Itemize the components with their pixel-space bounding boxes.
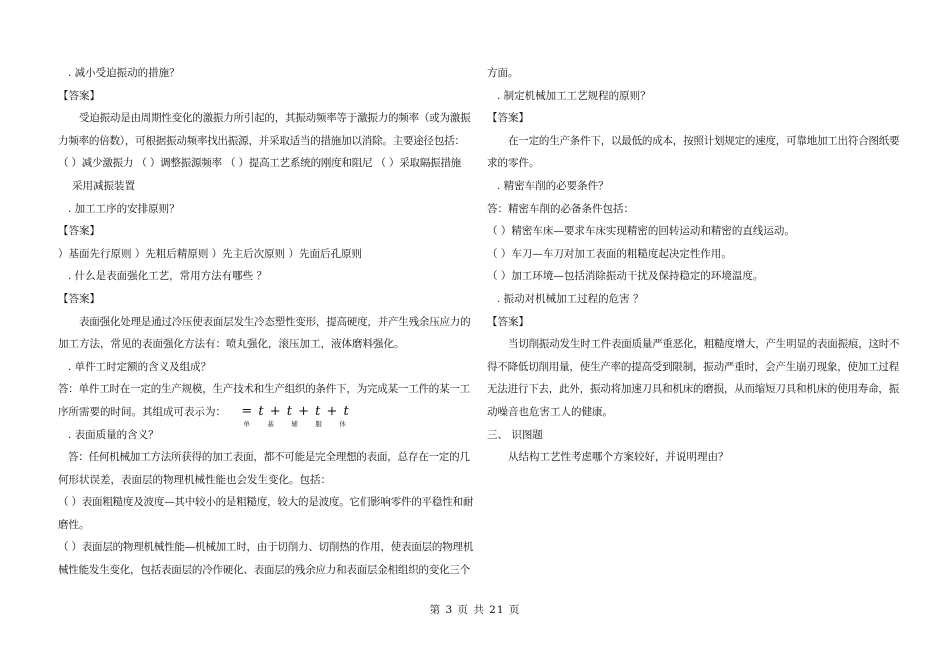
answer-text: （ ）表面层的物理机械性能—机械加工时，由于切削力、切削热的作用，使表面层的物理机 (58, 541, 474, 554)
answer-text: 答：任何机械加工方法所获得的加工表面，都不可能是完全理想的表面，总存在一定的几 (68, 451, 470, 464)
answer-text: 求的零件。 (487, 157, 540, 170)
section-heading: 三、 识图题 (487, 428, 543, 441)
answer-text: 械性能发生变化，包括表面层的冷作硬化、表面层的残余应力和表面层金相组织的变化三个 (58, 564, 470, 577)
answer-text: 加工方法，常见的表面强化方法有：喷丸强化，滚压加工，液体磨料强化。 (58, 338, 405, 351)
question-title: . 加工工序的安排原则？ (68, 202, 180, 215)
answer-text: 受迫振动是由周期性变化的激振力所引起的，其振动频率等于激振力的频率（或为激振 (79, 112, 471, 125)
answer-text: 当切削振动发生时工件表面质量严重恶化，粗糙度增大，产生明显的表面振痕，这时不 (508, 338, 900, 351)
answer-text-with-formula (58, 401, 474, 428)
question-title: . 什么是表面强化工艺，常用方法有哪些 ？ (68, 270, 268, 283)
answer-text: 答：单件工时在一定的生产规模，生产技术和生产组织的条件下，为完成某一工件的某一工 (58, 383, 470, 396)
answer-label: 【答案】 (58, 89, 100, 102)
answer-text: 方面。 (487, 67, 519, 79)
question-title: . 制定机械加工工艺规程的原则？ (497, 89, 651, 102)
answer-label: 【答案】 (487, 112, 529, 125)
answer-text: 表面强化处理是通过冷压使表面层发生冷态塑性变形，提高硬度，并产生残余压应力的 (79, 315, 471, 328)
time-formula (241, 401, 350, 428)
right-column (487, 62, 907, 469)
question-title: . 表面质量的含义？ (68, 428, 159, 441)
formula-sub: 服 (315, 419, 322, 428)
answer-label: 【答案】 (58, 292, 100, 305)
answer-text: 动噪音也危害工人的健康。 (487, 405, 613, 418)
question-title: . 单件工时定额的含义及组成？ (68, 360, 212, 373)
answer-text: 力频率的倍数），可根据振动频率找出振源，并采取适当的措施加以消除。主要途径包括： (58, 134, 465, 147)
formula-main: = t + t + t + t (241, 403, 350, 419)
answer-text: 无法进行下去，此外，振动将加速刀具和机床的磨损，从而缩短刀具和机床的使用寿命，振 (487, 383, 899, 396)
question-title: . 减小受迫振动的措施？ (68, 67, 180, 79)
answer-label: 【答案】 (58, 225, 100, 238)
formula-sub: 辅 (291, 419, 298, 428)
answer-text: ）基面先行原则 ）先粗后精原则 ）先主后次原则 ）先面后孔原则 (58, 247, 363, 260)
answer-text: 在一定的生产条件下，以最低的成本，按照计划规定的速度，可靠地加工出符合图纸要 (508, 134, 900, 147)
page-number-footer: 第 3 页 共 21 页 (429, 604, 521, 616)
answer-text: （ ）表面粗糙度及波度—其中较小的是粗糙度，较大的是波度。它们影响零件的平稳性和耐 (58, 496, 474, 509)
answer-text: 采用减振装置 (72, 179, 135, 192)
answer-text: 序所需要的时间。其组成可表示为： (58, 405, 226, 418)
question-title: 从结构工艺性考虑哪个方案较好，并说明理由？ (508, 451, 729, 464)
answer-text: （ ）车刀—车刀对加工表面的粗糙度起决定性作用。 (487, 247, 732, 260)
left-column (58, 62, 474, 582)
answer-label: 【答案】 (487, 315, 529, 328)
answer-text: （ ）精密车床—要求车床实现精密的回转运动和精密的直线运动。 (487, 225, 795, 238)
formula-sub: 基 (267, 419, 274, 428)
formula-sub: 单 (243, 419, 250, 428)
answer-text: 磨性。 (58, 518, 90, 531)
answer-text: 得不降低切削用量，使生产率的提高受到限制，振动严重时，会产生崩刃现象，使加工过程 (487, 360, 899, 373)
answer-text: 何形状误差，表面层的物理机械性能也会发生变化。包括： (58, 473, 331, 486)
formula-sub: 休 (339, 419, 346, 428)
answer-text: （ ）减少激振力 （ ）调整振源频率 （ ）提高工艺系统的刚度和阻尼 （ ）采取隔振措施 (58, 157, 462, 170)
question-title: . 振动对机械加工过程的危害 ？ (497, 292, 644, 305)
answer-text: （ ）加工环境—包括消除振动干扰及保持稳定的环境温度。 (487, 270, 764, 283)
question-title: . 精密车削的必要条件？ (497, 179, 609, 192)
answer-text: 答：精密车削的必备条件包括： (487, 202, 634, 215)
